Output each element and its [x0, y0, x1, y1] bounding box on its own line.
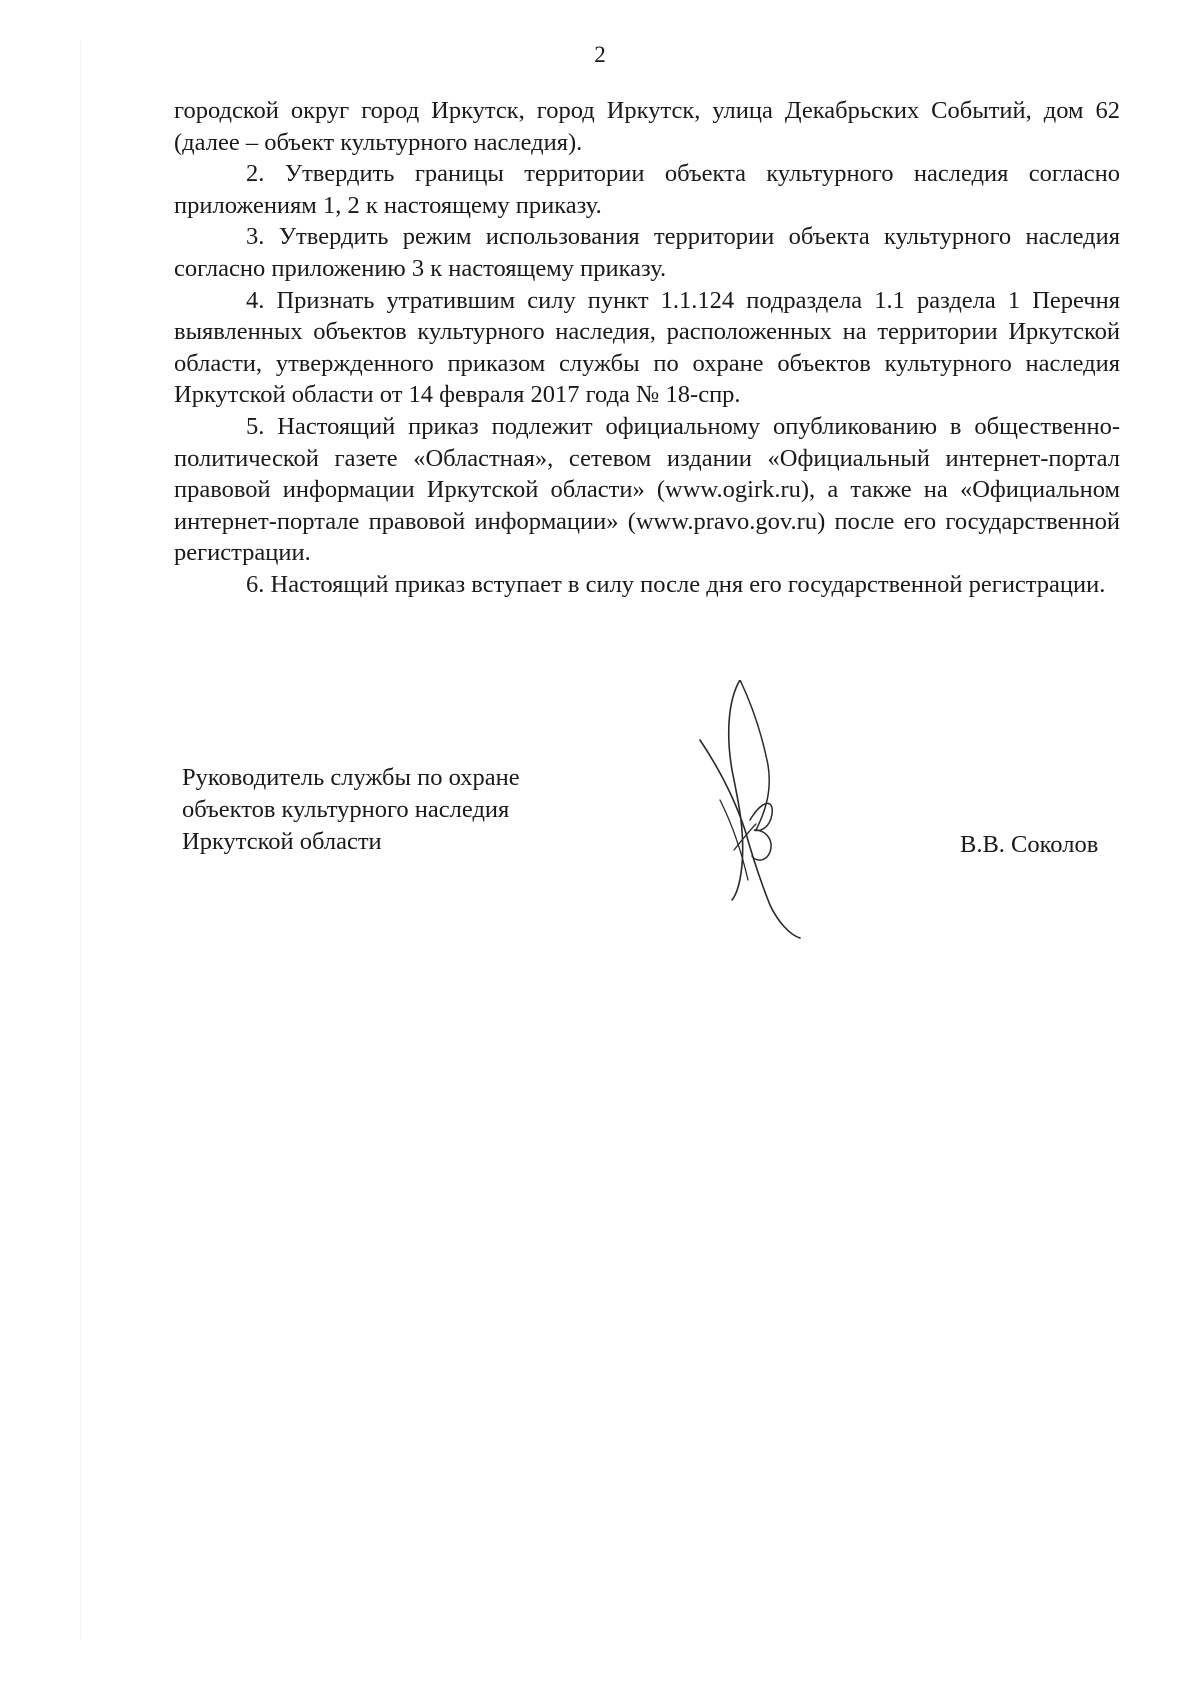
- signer-position-line-1: Руководитель службы по охране: [182, 764, 520, 791]
- signer-position: [182, 762, 612, 858]
- paragraph-item-6: 6. Настоящий приказ вступает в силу после дня его государственной регистрации.: [246, 570, 1106, 598]
- scan-artifact-line: [80, 40, 81, 1640]
- paragraph-item-3: 3. Утвердить режим использования территории объекта культурного наследия согласно приложению 3 к настоящему приказу.: [174, 223, 1120, 282]
- paragraph-item-4: 4. Признать утратившим силу пункт 1.1.124 подраздела 1.1 раздела 1 Перечня выявленных объектов культурного наследия, расположенных на территории Иркутской области, утвержденного приказом службы по охране объектов культурного наследия Иркутской области от 14 февраля 2017 года № 18-спр.: [174, 286, 1120, 409]
- paragraph-item-2: 2. Утвердить границы территории объекта культурного наследия согласно приложениям 1, 2 к настоящему приказу.: [174, 160, 1120, 219]
- signer-position-line-2: объектов культурного наследия: [182, 796, 510, 823]
- signer-position-line-3: Иркутской области: [182, 828, 382, 855]
- page-number: 2: [594, 42, 606, 67]
- paragraph-item-5: 5. Настоящий приказ подлежит официальному опубликованию в общественно-политической газете «Областная», сетевом издании «Официальный интернет-портал правовой информации Иркутской области» (www.ogirk.ru), а также на «Официальном интернет-портале правовой информации» (www.pravo.gov.ru) после его государственной регистрации.: [174, 412, 1120, 567]
- signer-name: В.В. Соколов: [960, 831, 1099, 858]
- document-body: [174, 95, 1120, 601]
- paragraph-continuation: городской округ город Иркутск, город Иркутск, улица Декабрьских Событий, дом 62 (далее – объект культурного наследия).: [174, 97, 1120, 156]
- handwritten-signature: [690, 680, 840, 940]
